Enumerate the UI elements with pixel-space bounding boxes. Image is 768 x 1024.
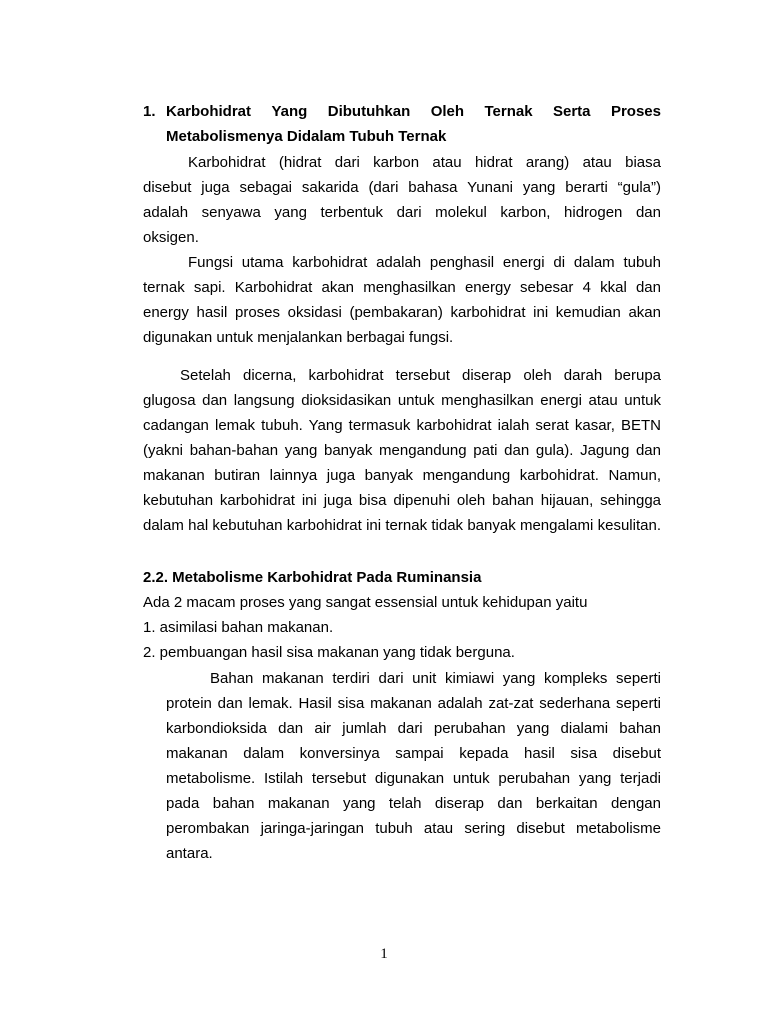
paragraph-line: makanan dalam konversinya sampai kepada hasil sisa disebut <box>166 745 661 762</box>
heading-word: Karbohidrat <box>166 103 252 120</box>
paragraph-line: karbondioksida dan air jumlah dari perubahan yang dialami bahan <box>166 720 661 737</box>
paragraph-line: ternak sapi. Karbohidrat akan menghasilkan energy sebesar 4 kkal dan <box>143 279 661 296</box>
heading-line-2: Metabolismenya Didalam Tubuh Ternak <box>166 128 447 145</box>
paragraph-line: glugosa dan langsung dioksidasikan untuk menghasilkan energi atau untuk <box>143 392 661 409</box>
paragraph-line: adalah senyawa yang terbentuk dari molekul karbon, hidrogen dan <box>143 204 661 221</box>
paragraph-line: Fungsi utama karbohidrat adalah penghasil energi di dalam tubuh <box>188 254 661 271</box>
paragraph-line: disebut juga sebagai sakarida (dari bahasa Yunani yang berarti “gula”) <box>143 179 661 196</box>
section-heading: 2.2. Metabolisme Karbohidrat Pada Ruminansia <box>143 569 482 586</box>
heading-number: 1. <box>143 103 156 120</box>
intro-text: Ada 2 macam proses yang sangat essensial untuk kehidupan yaitu <box>143 594 588 611</box>
paragraph-line: oksigen. <box>143 229 199 246</box>
paragraph-line: metabolisme. Istilah tersebut digunakan untuk perubahan yang terjadi <box>166 770 661 787</box>
paragraph-line: kebutuhan karbohidrat ini juga bisa dipenuhi oleh bahan hijauan, sehingga <box>143 492 661 509</box>
paragraph-line: (yakni bahan-bahan yang banyak mengandung pati dan gula). Jagung dan <box>143 442 661 459</box>
paragraph-line: Karbohidrat (hidrat dari karbon atau hidrat arang) atau biasa <box>188 154 661 171</box>
heading-word: Dibutuhkan <box>327 103 411 120</box>
paragraph-line: makanan butiran lainnya juga banyak mengandung karbohidrat. Namun, <box>143 467 661 484</box>
paragraph-line: dalam hal kebutuhan karbohidrat ini ternak tidak banyak mengalami kesulitan. <box>143 517 661 534</box>
paragraph-line: Setelah dicerna, karbohidrat tersebut diserap oleh darah berupa <box>180 367 661 384</box>
heading-line-1 <box>166 99 661 124</box>
page-number: 1 <box>380 946 388 962</box>
paragraph-line: antara. <box>166 845 213 862</box>
heading-word: Proses <box>610 103 661 120</box>
paragraph-line: Bahan makanan terdiri dari unit kimiawi yang kompleks seperti <box>210 670 661 687</box>
heading-word: Ternak <box>484 103 533 120</box>
list-item: 2. pembuangan hasil sisa makanan yang tidak berguna. <box>143 644 515 661</box>
paragraph-line: perombakan jaringa-jaringan tubuh atau sering disebut metabolisme <box>166 820 661 837</box>
paragraph-line: cadangan lemak tubuh. Yang termasuk karbohidrat ialah serat kasar, BETN <box>143 417 661 434</box>
heading-word: Yang <box>271 103 308 120</box>
paragraph-line: digunakan untuk menjalankan berbagai fungsi. <box>143 329 454 346</box>
paragraph-line: protein dan lemak. Hasil sisa makanan adalah zat-zat sederhana seperti <box>166 695 661 712</box>
list-item: 1. asimilasi bahan makanan. <box>143 619 334 636</box>
heading-word: Oleh <box>430 103 465 120</box>
paragraph-line: energy hasil proses oksidasi (pembakaran) karbohidrat ini kemudian akan <box>143 304 661 321</box>
paragraph-line: pada bahan makanan yang telah diserap dan berkaitan dengan <box>166 795 661 812</box>
heading-word: Serta <box>552 103 591 120</box>
